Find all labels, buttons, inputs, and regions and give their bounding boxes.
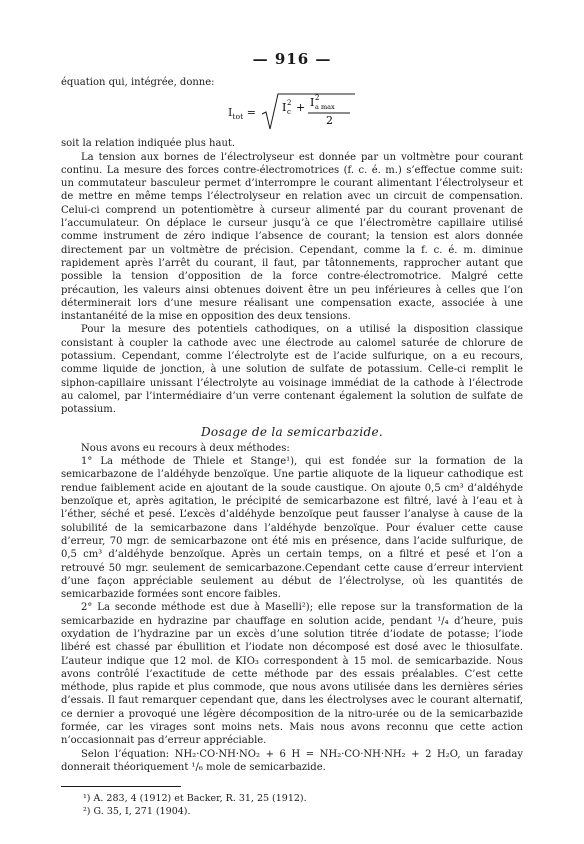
equation-paragraph: Selon l’équation: NH₂·CO·NH·NO₂ + 6 H = NH₂·CO·NH·NH₂ + 2 H₂O, un faraday donnerait théoriquement ¹/₆ mole de semicarbazide. (61, 748, 523, 773)
plus-sign: + (295, 101, 306, 115)
formula-lhs: $I_{tot}$ = (228, 105, 256, 121)
paragraph-compensation: La tension aux bornes de l’électrolyseur est donnée par un voltmètre pour courant continu. La mesure des forces contre-électromotrices (f. c. é. m.) s’effectue comme suit: un commutateur basculeur permet d’interrompre le courant alimentant l’électrolyseur et de mettre en même temps l’électrolyseur en relation avec un circuit de compensation. Celui-ci comprend un potentiomètre à curseur alimenté par du courant provenant de l’accumulateur. On déplace le curseur jusqu’à ce que l’électromètre capillaire utilisé comme instrument de zéro indique l’absence de courant; la tension est alors donnée directement par un voltmètre de précision. Cependant, comme la f. c. é. m. diminue rapidement après l’arrêt du courant, il faut, par tâtonnements, rapprocher autant que possible la tension d’opposition de la force contre-électromotrice. Malgré cette précaution, les valeurs ainsi obtenues doivent être un peu inférieures à celles que l’on déterminerait lors d’une mesure réalisant une compensation exacte, associée à une instantanéité de la mise en opposition des deux tensions. (61, 151, 523, 323)
page-body (61, 76, 523, 818)
footnote-divider (61, 786, 181, 787)
after-formula-line: soit la relation indiquée plus haut. (61, 138, 236, 150)
paragraph-cathodic-potentials: Pour la mesure des potentiels cathodiques, on a utilisé la disposition classique consistant à coupler la cathode avec une électrode au calomel saturée de chlorure de potassium. Cependant, comme l’électrolyte est de l’acide sulfurique, on a eu recours, comme liquide de jonction, à une solution de sulfate de potassium. Celle-ci remplit le siphon-capillaire unissant l’électrolyte au voisinage immédiat de la cathode à l’électrode au calomel, par l’intermédiaire d’un verre contenant également la solution de sulfate de potassium. (61, 324, 523, 416)
intro-line: équation qui, intégrée, donne: (61, 77, 215, 88)
term-ic: I (281, 101, 287, 115)
footnote-2: ²) G. 35, I, 271 (1904). (83, 806, 191, 818)
square-root-expression (260, 92, 356, 132)
term-ic-sup: 2 (286, 99, 292, 108)
term-iamax-sup: 2 (314, 94, 320, 103)
term-iamax: I (309, 96, 315, 110)
footnote-1: ¹) A. 283, 4 (1912) et Backer, R. 31, 25 (1912). (83, 793, 307, 805)
method-2-paragraph: 2° La seconde méthode est due à Maselli²); elle repose sur la transformation de la semicarbazide en hydrazine par chauffage en solution acide, pendant ¹/₄ d’heure, puis oxydation de l’hydrazine par un excès d’une solution titrée d’iodate de potasse; l’iode libéré est chassé par ébullition et l’iodate non décomposé est dosé avec le thiosulfate. L’auteur indique que 12 mol. de KIO₃ correspondent à 15 mol. de semicarbazide. Nous avons contrôlé l’exactitude de cette méthode par des essais préalables. C’est cette méthode, plus rapide et plus commode, que nous avons utilisée dans les dernières séries d’essais. Il faut remarquer cependant que, dans les électrolyses avec le courant alternatif, ce dernier a provoqué une légère décomposition de la nitro-urée ou de la semicarbazide formée, car les virages sont moins nets. Mais nous avons reconnu que cette action n’occasionnait pas d’erreur appréciable. (61, 602, 523, 747)
section-intro: Nous avons eu recours à deux méthodes: (81, 442, 290, 454)
term-ic-sub: c (286, 108, 291, 117)
denominator: 2 (325, 114, 333, 128)
total-current-formula (61, 91, 523, 133)
section-title: Dosage de la semicarbazide. (201, 424, 383, 439)
term-iamax-sub: a max (314, 103, 335, 112)
method-1-paragraph: 1° La méthode de Thiele et Stange¹), qui est fondée sur la formation de la semicarbazone de l’aldéhyde benzoïque. Une partie aliquote de la liqueur cathodique est rendue faiblement acide en ajoutant de la soude caustique. On ajoute 0,5 cm³ d’aldéhyde benzoïque et, après agitation, le précipité de semicarbazone est filtré, lavé à l’eau et à l’éther, séché et pesé. L’excès d’aldéhyde benzoïque peut fausser l’analyse à cause de la solubilité de la semicarbazone dans l’aldéhyde benzoïque. Pour évaluer cette cause d’erreur, 70 mgr. de semicarbazone ont été mis en présence, dans l’acide sulfurique, de 0,5 cm³ d’aldéhyde benzoïque. Après un certain temps, on a filtré et pesé et l’on a retrouvé 50 mgr. seulement de semicarbazone.Cependant cette cause d’erreur intervient d’une façon appréciable seulement au début de l’électrolyse, où les quantités de semicarbazide formées sont encore faibles. (61, 456, 523, 601)
page-number: — 916 — (252, 50, 332, 68)
